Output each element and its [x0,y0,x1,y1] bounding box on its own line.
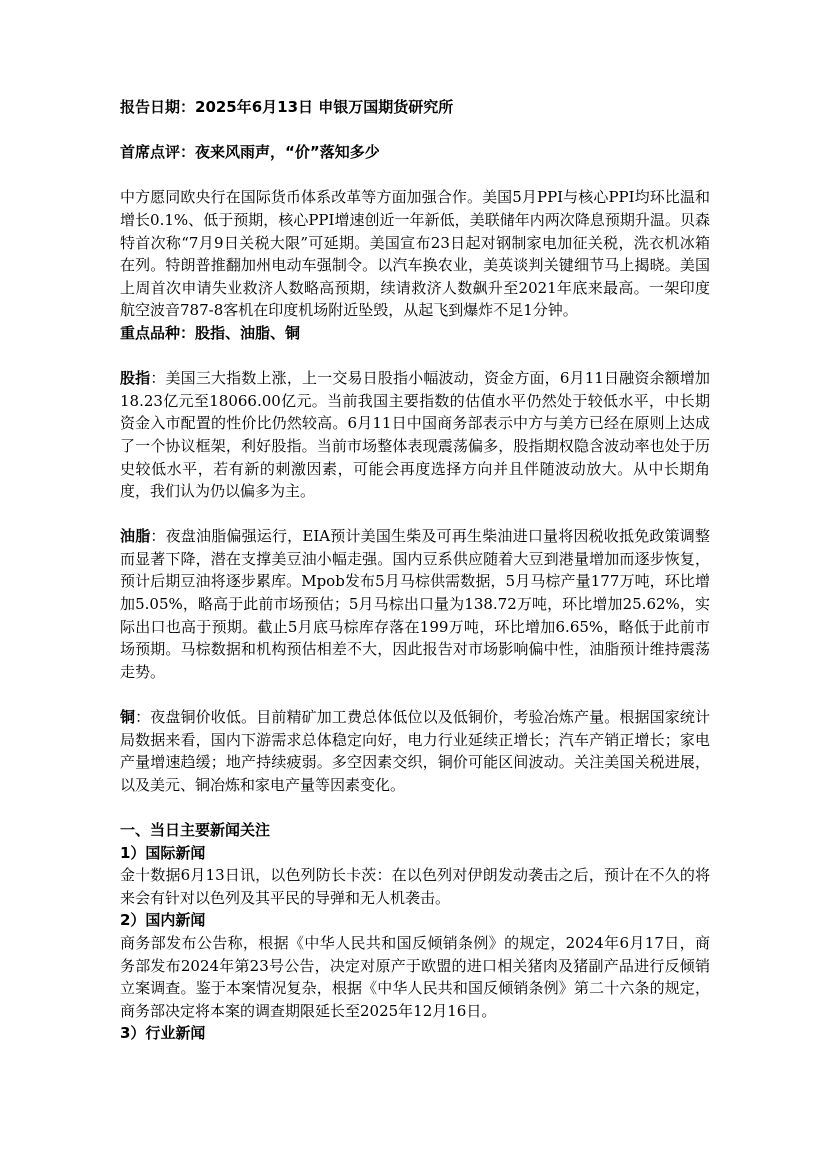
international-news-title: 1）国际新闻 [120,843,206,862]
chief-comment-body: 中方愿同欧央行在国际货币体系改革等方面加强合作。美国5月PPI与核心PPI均环比温和增长0.1%、低于预期，核心PPI增速创近一年新低，美联储年内两次降息预期升温。贝森特首次称“7月9日关税大限”可延期。美国宣布23日起对钢制家电加征关税，洗衣机冰箱在列。特朗普推翻加州电动车强制令。以汽车换农业，美英谈判关键细节马上揭晓。美国上周首次申请失业救济人数略高预期，续请救济人数飙升至2021年底来最高。一架印度航空波音787-8客机在印度机场附近坠毁，从起飞到爆炸不足1分钟。 [120,188,710,320]
spacer [120,164,710,187]
chief-comment-title: 首席点评：夜来风雨声，“价”落知多少 [120,143,380,162]
document-page [120,96,710,1045]
spacer [120,683,710,706]
spacer [120,345,710,368]
spacer [120,796,710,819]
domestic-news-title: 2）国内新闻 [120,911,206,930]
stock-index-label: 股指 [120,369,151,388]
stock-index-paragraph [120,367,710,503]
copper-paragraph [120,706,710,796]
industry-news-title: 3）行业新闻 [120,1024,206,1043]
copper-label: 铜 [120,708,136,727]
oils-paragraph [120,525,710,683]
domestic-news-body: 商务部发布公告称，根据《中华人民共和国反倾销条例》的规定，2024年6月17日，商务部发布2024年第23号公告，决定对原产于欧盟的进口相关猪肉及猪副产品进行反倾销立案调查。鉴于本案情况复杂，根据《中华人民共和国反倾销条例》第二十六条的规定，商务部决定将本案的调查期限延长至2025年12月16日。 [120,933,710,1020]
copper-text: ：夜盘铜价收低。目前精矿加工费总体低位以及低铜价，考验冶炼产量。根据国家统计局数据来看，国内下游需求总体稳定向好，电力行业延续正增长；汽车产销正增长；家电产量增速趋缓；地产持续疲弱。多空因素交织，铜价可能区间波动。关注美国关税进展，以及美元、铜冶炼和家电产量等因素变化。 [120,708,710,794]
report-date-line: 报告日期：2025年6月13日 申银万国期货研究所 [120,98,454,116]
news-section-title: 一、当日主要新闻关注 [120,821,271,839]
stock-index-text: ：美国三大指数上涨，上一交易日股指小幅波动，资金方面，6月11日融资余额增加18.23亿元至18066.00亿元。当前我国主要指数的估值水平仍然处于较低水平，中长期资金入市配置的性价比仍然较高。6月11日中国商务部表示中方与美方已经在原则上达成了一个协议框架，利好股指。当前市场整体表现震荡偏多，股指期权隐含波动率也处于历史较低水平，若有新的刺激因素，可能会再度选择方向并且伴随波动放大。从中长期角度，我们认为仍以偏多为主。 [120,369,710,501]
spacer [120,119,710,142]
international-news-body: 金十数据6月13日讯，以色列防长卡茨：在以色列对伊朗发动袭击之后，预计在不久的将来会有针对以色列及其平民的导弹和无人机袭击。 [120,866,710,907]
oils-label: 油脂 [120,527,151,546]
spacer [120,503,710,526]
key-products-title: 重点品种：股指、油脂、铜 [120,323,301,342]
oils-text: ：夜盘油脂偏强运行，EIA预计美国生柴及可再生柴油进口量将因税收抵免政策调整而显著下降，潜在支撑美豆油小幅走强。国内豆系供应随着大豆到港量增加而逐步恢复，预计后期豆油将逐步累库。Mpob发布5月马棕供需数据，5月马棕产量177万吨，环比增加5.05%，略高于此前市场预估；5月马棕出口量为138.72万吨，环比增加25.62%，实际出口也高于预期。截止5月底马棕库存落在199万吨，环比增加6.65%，略低于此前市场预期。马棕数据和机构预估相差不大，因此报告对市场影响偏中性，油脂预计维持震荡走势。 [120,527,710,681]
